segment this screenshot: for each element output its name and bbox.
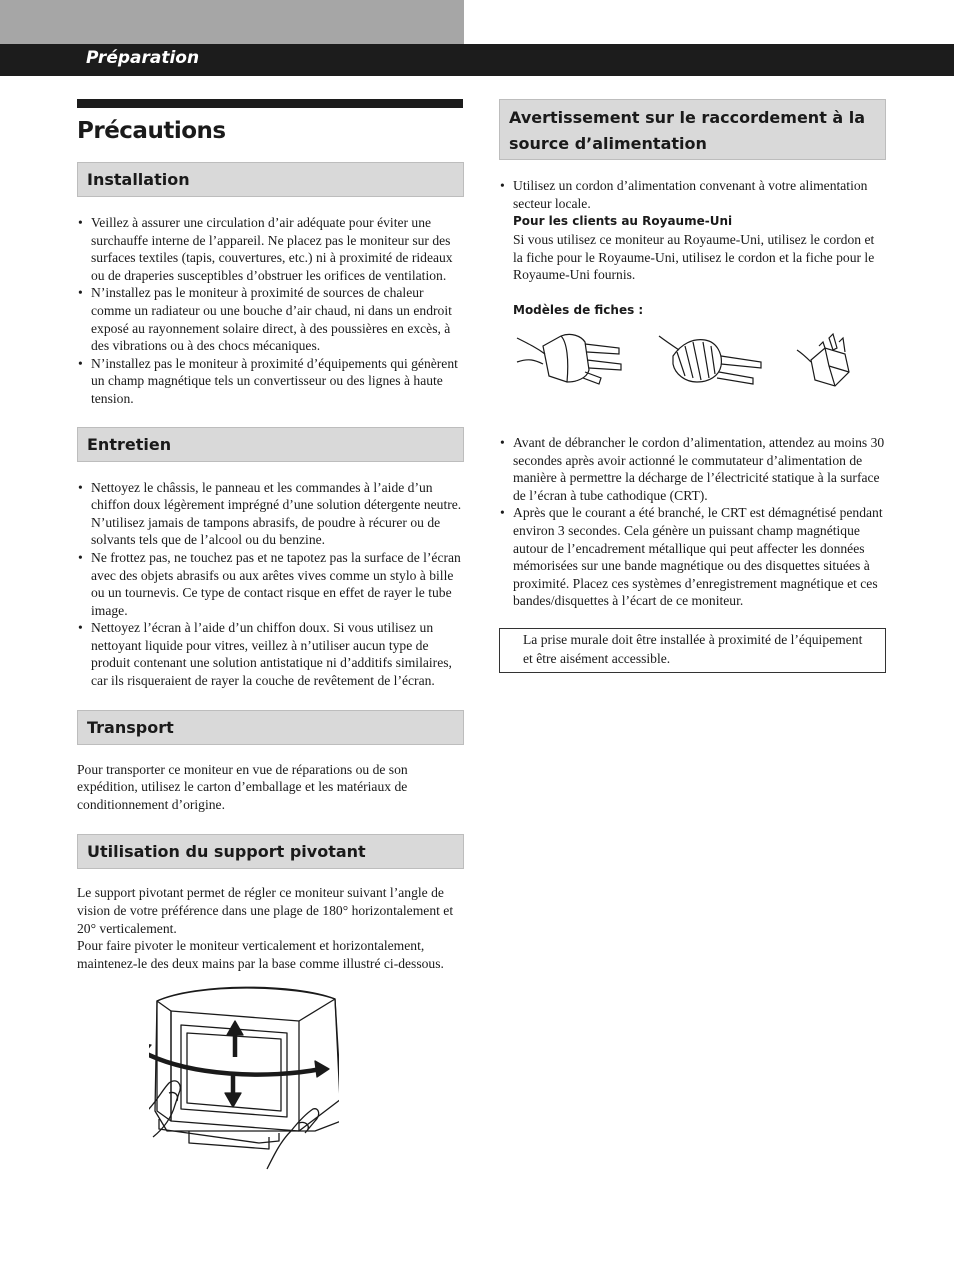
notice-text: La prise murale doit être installée à proximité de l’équipement et être aisément accessible. [523,631,863,667]
installation-heading [77,162,464,197]
entretien-heading [77,427,464,462]
list-item: • Avant de débrancher le cordon d’alimentation, attendez au moins 30 secondes après avoir actionné le commutateur d’alimentation de manière à permettre la décharge de l’électricité statique à la surface de l’écran à tube cathodique (CRT). [499,434,886,504]
transport-heading [77,710,464,745]
plug-models [515,330,855,390]
plug-eu-icon [657,332,765,388]
pivot-text-2: Pour faire pivoter le moniteur verticalement et horizontalement, maintenez-le des deux mains par la base comme illustré ci-dessous. [77,938,444,972]
pivot-text-1: Le support pivotant permet de régler ce moniteur suivant l’angle de vision de votre préférence dans une plage de 180° horizontalement et 20° verticalement. [77,885,454,936]
list-item [499,177,886,320]
installation-heading-text: Installation [87,170,190,189]
list-item: • Nettoyez l’écran à l’aide d’un chiffon doux. Si vous utilisez un nettoyant liquide pour vitres, veillez à n’utiliser aucun type de produit contenant une solution antistatique ni d’additifs similaires, car ils risqueraient de rayer la couche de revêtement de l’écran. [77,619,464,689]
page-title: Précautions [77,118,226,144]
wall-outlet-notice [499,628,886,673]
pivot-heading [77,834,464,869]
title-rule [77,99,463,108]
list-item: • Ne frottez pas, ne touchez pas et ne tapotez pas la surface de l’écran avec des objets abrasifs ou aux arêtes vives comme un stylo à bille ou un tournevis. Ce type de contact risque en effet de rayer le tube image. [77,549,464,619]
pivot-heading-text: Utilisation du support pivotant [87,842,366,862]
plug-uk-icon [795,332,855,388]
list-item: • Nettoyez le châssis, le panneau et les commandes à l’aide d’un chiffon doux légèrement imprégné d’une solution détergente neutre. N’utilisez jamais de tampons abrasifs, de poudre à récurer ou de solvants tels que de l’alcool ou du benzine. [77,479,464,549]
section-label: Préparation [86,48,200,68]
right-column [499,99,886,673]
power-list-2 [499,434,886,610]
uk-heading: Pour les clients au Royaume-Uni [513,214,733,229]
left-column [77,99,464,1171]
plug-us-icon [515,330,627,390]
power-heading [499,99,886,160]
power-item-text: Utilisez un cordon d’alimentation convenant à votre alimentation secteur locale. [513,178,868,211]
monitor-swivel-illustration [149,981,339,1171]
entretien-heading-text: Entretien [87,434,172,454]
transport-heading-text: Transport [87,717,174,737]
uk-text: Si vous utilisez ce moniteur au Royaume-Uni, utilisez le cordon et la fiche pour le Royaume-Uni, utilisez le cordon et la fiche pour le Royaume-Uni fournis. [513,232,875,283]
installation-list [77,214,464,408]
plugs-heading: Modèles de fiches : [513,302,644,317]
list-item: • N’installez pas le moniteur à proximité d’équipements qui génèrent un champ magnétique tels un convertisseur ou des lignes à haute tension. [77,355,464,408]
transport-text: Pour transporter ce moniteur en vue de réparations ou de son expédition, utilisez le carton d’emballage et les matériaux de conditionnement d’origine. [77,761,408,813]
list-item: • Veillez à assurer une circulation d’air adéquate pour éviter une surchauffe interne de l’appareil. Ne placez pas le moniteur sur des surfaces textiles (tapis, couvertures, etc.) ni à proximité de rideaux ou de draperies susceptibles d’obstruer les orifices de ventilation. [77,214,464,284]
list-item: • N’installez pas le moniteur à proximité de sources de chaleur comme un radiateur ou une bouche d’air chaud, ni dans un endroit exposé au rayonnement solaire direct, à des poussières en excès, à des vibrations ou à des chocs mécaniques. [77,284,464,354]
power-heading-text: Avertissement sur le raccordement à la source d’alimentation [509,107,866,153]
power-list-1 [499,177,886,320]
list-item: • Après que le courant a été branché, le CRT est démagnétisé pendant environ 3 secondes. Cela génère un puissant champ magnétique autour de l’encadrement métallique qui peut affecter les données mémorisées sur une bande magnétique ou des disquettes situées à proximité. Placez ces systèmes d’enregistrement magnétique et ces bandes/disquettes à l’écart de ce moniteur. [499,504,886,610]
entretien-list [77,479,464,690]
